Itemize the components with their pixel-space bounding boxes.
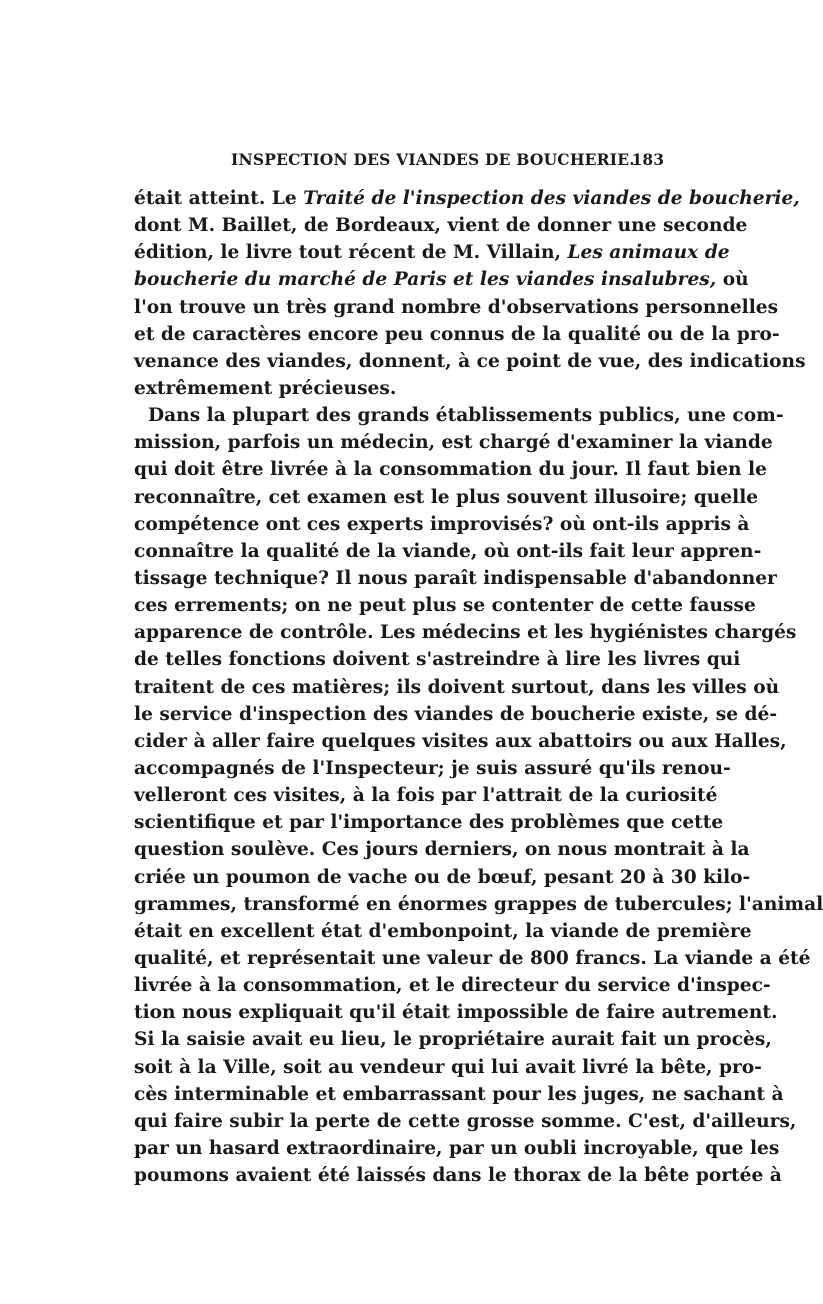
text-line [134, 1054, 762, 1081]
text-segment: connaître la qualité de la viande, où ont-ils fait leur appren- [134, 540, 762, 562]
text-line [134, 592, 756, 619]
text-segment: le service d'inspection des viandes de boucherie existe, se dé- [134, 703, 778, 725]
running-title: INSPECTION DES VIANDES DE BOUCHERIE. [231, 150, 635, 169]
text-line [134, 185, 800, 212]
text-line [134, 809, 724, 836]
text-segment: poumons avaient été laissés dans le thorax de la bête portée à [134, 1165, 782, 1187]
text-line [134, 484, 759, 511]
text-segment: Si la saisie avait eu lieu, le propriétaire aurait fait un procès, [134, 1029, 772, 1051]
text-line [134, 674, 780, 701]
text-line [134, 348, 806, 375]
text-segment: livrée à la consommation, et le directeur du service d'inspec- [134, 975, 771, 997]
text-segment: grammes, transformé en énormes grappes de tubercules; l'animal [134, 893, 823, 915]
text-segment: qui doit être livrée à la consommation du jour. Il faut bien le [134, 459, 767, 481]
text-line [134, 836, 750, 863]
text-segment: l'on trouve un très grand nombre d'observations personnelles [134, 296, 779, 318]
text-segment: tion nous expliquait qu'il était impossible de faire autrement. [134, 1002, 778, 1024]
text-segment: scientifique et par l'importance des problèmes que cette [134, 812, 724, 834]
text-line [134, 456, 767, 483]
text-line [134, 266, 749, 293]
page-number: 183 [631, 150, 664, 169]
text-line [134, 728, 787, 755]
text-segment: qualité, et représentait une valeur de 800 francs. La viande a été [134, 947, 811, 969]
text-line [134, 945, 811, 972]
body-text [134, 185, 823, 1189]
text-line [134, 1026, 772, 1053]
text-line [134, 511, 750, 538]
italic-title-segment: boucherie du marché de Paris et les viandes insalubres, [134, 269, 717, 291]
text-segment: et de caractères encore peu connus de la qualité ou de la pro- [134, 323, 780, 345]
text-segment: dont M. Baillet, de Bordeaux, vient de donner une seconde [134, 215, 748, 237]
text-line [134, 565, 777, 592]
text-segment: extrêmement précieuses. [134, 377, 397, 399]
text-segment: était atteint. Le [134, 188, 304, 209]
italic-title-segment: Les animaux de [567, 242, 730, 264]
text-line [134, 755, 731, 782]
text-segment: où [716, 269, 749, 291]
text-line [134, 538, 762, 565]
text-line [134, 972, 771, 999]
text-segment: velleront ces visites, à la fois par l'attrait de la curiosité [134, 785, 718, 807]
text-line [134, 375, 667, 402]
text-segment: Dans la plupart des grands établissements publics, une com- [148, 405, 784, 427]
text-segment: de telles fonctions doivent s'astreindre à lire les livres qui [134, 649, 741, 671]
text-segment: reconnaître, cet examen est le plus souvent illusoire; quelle [134, 486, 759, 508]
text-segment: apparence de contrôle. Les médecins et les hygiénistes chargés [134, 622, 797, 644]
text-line [134, 212, 748, 239]
text-line [134, 999, 778, 1026]
text-line [134, 619, 797, 646]
text-line [134, 402, 784, 429]
running-head [134, 150, 664, 180]
text-segment: qui faire subir la perte de cette grosse somme. C'est, d'ailleurs, [134, 1110, 797, 1132]
text-line [134, 782, 718, 809]
text-line [134, 239, 730, 266]
text-segment: criée un poumon de vache ou de bœuf, pesant 20 à 30 kilo- [134, 866, 751, 888]
text-segment: par un hasard extraordinaire, par un oubli incroyable, que les [134, 1137, 780, 1159]
italic-title-segment: Traité de l'inspection des viandes de boucherie, [303, 188, 800, 209]
text-line [134, 429, 773, 456]
text-segment: venance des viandes, donnent, à ce point de vue, des indications [134, 350, 806, 372]
text-line [134, 294, 779, 321]
text-line [134, 1135, 780, 1162]
text-segment: édition, le livre tout récent de M. Villain, [134, 242, 568, 264]
text-segment: cès interminable et embarrassant pour les juges, ne sachant à [134, 1083, 784, 1105]
text-line [134, 1108, 797, 1135]
text-line [134, 701, 778, 728]
text-segment: était en excellent état d'embonpoint, la viande de première [134, 920, 752, 942]
text-line [134, 1162, 782, 1189]
text-line [134, 918, 752, 945]
text-line [134, 1081, 784, 1108]
text-segment: ces errements; on ne peut plus se contenter de cette fausse [134, 595, 756, 617]
text-segment: traitent de ces matières; ils doivent surtout, dans les villes où [134, 676, 780, 698]
text-line [134, 646, 741, 673]
text-segment: tissage technique? Il nous paraît indispensable d'abandonner [134, 567, 777, 589]
text-line [134, 321, 780, 348]
text-line [134, 891, 823, 918]
text-segment: soit à la Ville, soit au vendeur qui lui avait livré la bête, pro- [134, 1056, 762, 1078]
text-segment: mission, parfois un médecin, est chargé d'examiner la viande [134, 432, 773, 454]
text-segment: accompagnés de l'Inspecteur; je suis assuré qu'ils renou- [134, 757, 731, 779]
text-segment: compétence ont ces experts improvisés? où ont-ils appris à [134, 513, 750, 535]
text-line [134, 864, 751, 891]
text-segment: cider à aller faire quelques visites aux abattoirs ou aux Halles, [134, 730, 787, 752]
text-segment: question soulève. Ces jours derniers, on nous montrait à la [134, 839, 750, 861]
